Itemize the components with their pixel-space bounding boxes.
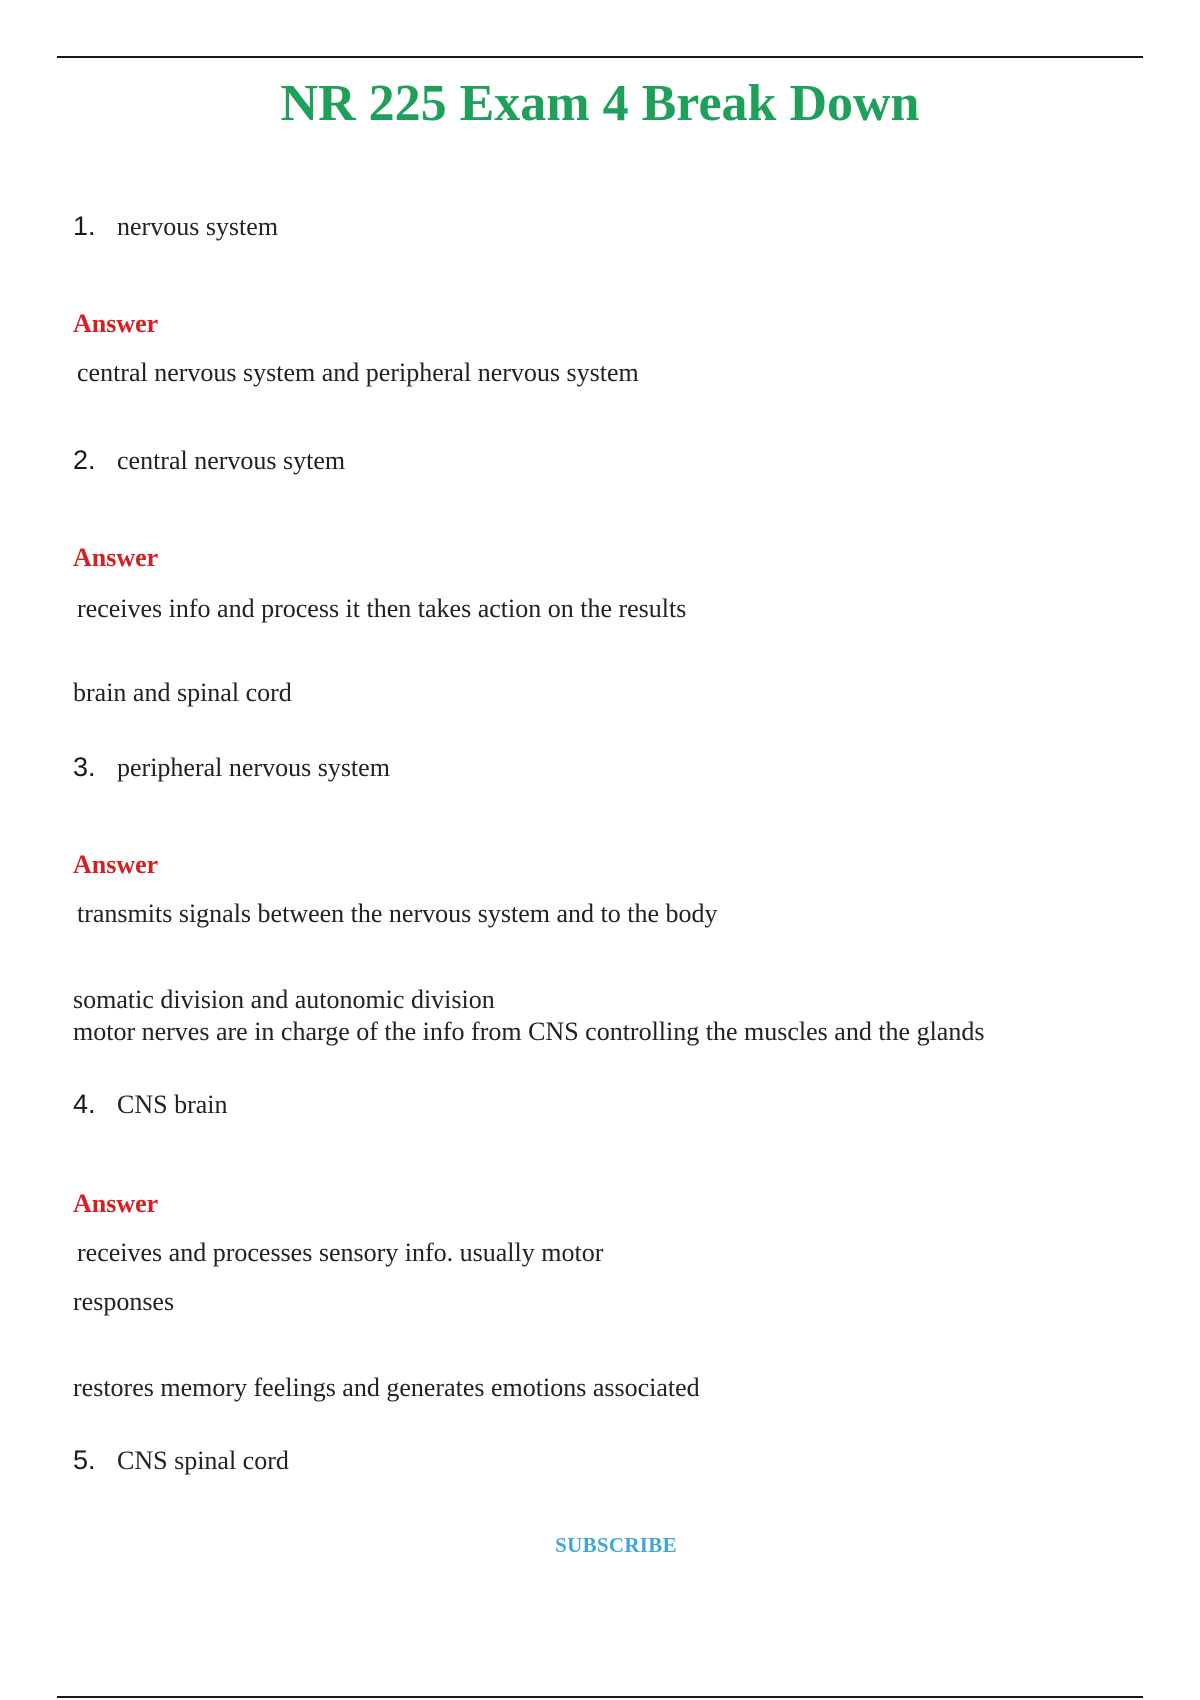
question-text: nervous system xyxy=(117,212,279,241)
answer-extra-text: motor nerves are in charge of the info from CNS controlling the muscles and the glands xyxy=(73,1017,985,1046)
question-number: 3. xyxy=(73,752,96,782)
answer-text: receives info and process it then takes action on the results xyxy=(77,594,687,623)
answer-text: responses xyxy=(73,1287,175,1316)
page-title: NR 225 Exam 4 Break Down xyxy=(280,75,920,132)
answer-extra-text: restores memory feelings and generates emotions associated xyxy=(73,1373,700,1402)
answer-label: Answer xyxy=(73,850,159,879)
top-rule xyxy=(57,56,1143,58)
answer-label: Answer xyxy=(73,309,159,338)
question-text: central nervous sytem xyxy=(117,446,346,475)
question-4 xyxy=(73,1088,228,1121)
answer-extra-text: somatic division and autonomic division xyxy=(73,985,495,1014)
answer-text: receives and processes sensory info. usually motor xyxy=(77,1238,604,1267)
question-2 xyxy=(73,444,345,477)
question-number: 4. xyxy=(73,1089,96,1119)
question-text: CNS brain xyxy=(117,1090,228,1119)
answer-label: Answer xyxy=(73,543,159,572)
answer-extra-text: brain and spinal cord xyxy=(73,678,292,707)
question-3 xyxy=(73,751,390,784)
bottom-rule xyxy=(57,1696,1143,1698)
question-5 xyxy=(73,1444,289,1477)
question-number: 1. xyxy=(73,211,96,241)
answer-text: transmits signals between the nervous system and to the body xyxy=(77,899,718,928)
answer-text: central nervous system and peripheral nervous system xyxy=(77,358,639,387)
answer-label: Answer xyxy=(73,1189,159,1218)
question-number: 5. xyxy=(73,1445,96,1475)
question-1 xyxy=(73,210,278,243)
subscribe-link[interactable]: SUBSCRIBE xyxy=(555,1533,677,1557)
question-text: peripheral nervous system xyxy=(117,753,390,782)
question-text: CNS spinal cord xyxy=(117,1446,289,1475)
question-number: 2. xyxy=(73,445,96,475)
